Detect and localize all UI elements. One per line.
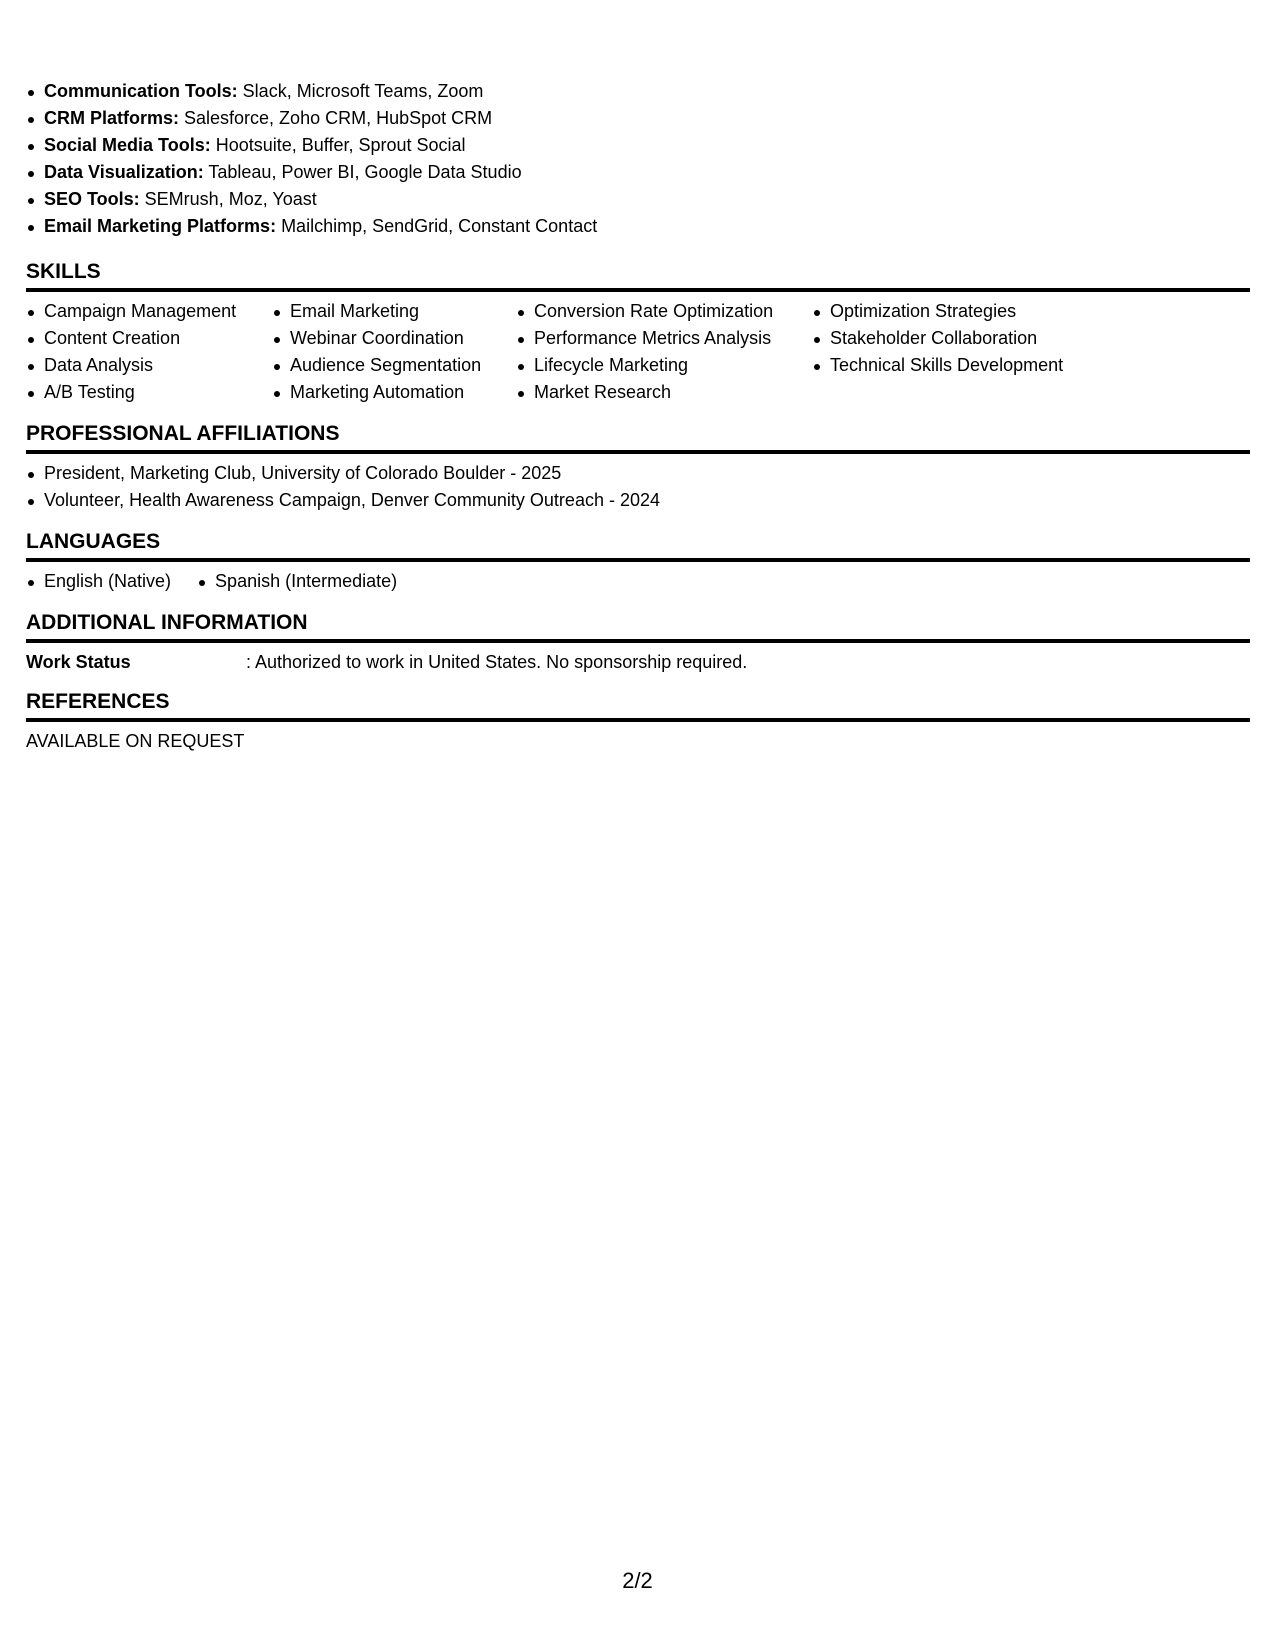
tools-item-label: SEO Tools: [44,189,140,209]
tools-item-label: Social Media Tools: [44,135,211,155]
tools-item-value: Tableau, Power BI, Google Data Studio [203,162,522,182]
tools-item-label: CRM Platforms: [44,108,180,128]
skill-item: Market Research [516,379,812,406]
skills-column [812,298,1112,406]
languages-section [26,522,1250,595]
affiliations-list [26,460,1250,514]
tools-item-value: SEMrush, Moz, Yoast [139,189,317,209]
additional-info-heading: ADDITIONAL INFORMATION [26,603,1250,643]
skills-column [272,298,516,406]
skill-item: Audience Segmentation [272,352,516,379]
tools-item-value: Slack, Microsoft Teams, Zoom [237,81,484,101]
skill-item: Conversion Rate Optimization [516,298,812,325]
work-status-label: Work Status [26,652,131,672]
tools-item-label: Communication Tools: [44,81,238,101]
tools-item [26,159,1250,186]
tools-item-value: Salesforce, Zoho CRM, HubSpot CRM [179,108,493,128]
references-section [26,682,1250,755]
tools-item [26,78,1250,105]
tools-list [26,78,1250,240]
skills-heading: SKILLS [26,252,1250,292]
skill-item: Webinar Coordination [272,325,516,352]
resume-page [26,78,1250,755]
references-text: AVAILABLE ON REQUEST [26,731,245,751]
tools-item-label: Email Marketing Platforms: [44,216,277,236]
work-status-value: : Authorized to work in United States. No sponsorship required. [246,652,748,672]
skill-item: Optimization Strategies [812,298,1112,325]
skill-item: Lifecycle Marketing [516,352,812,379]
skill-item: Stakeholder Collaboration [812,325,1112,352]
tools-item [26,132,1250,159]
skills-column [26,298,272,406]
affiliation-item: Volunteer, Health Awareness Campaign, Denver Community Outreach - 2024 [26,487,1250,514]
skill-item: A/B Testing [26,379,272,406]
tools-item-value: Mailchimp, SendGrid, Constant Contact [276,216,598,236]
languages-heading: LANGUAGES [26,522,1250,562]
work-status-row [26,649,1250,676]
skills-section [26,252,1250,406]
skills-grid [26,298,1250,406]
skill-item: Content Creation [26,325,272,352]
tools-item-value: Hootsuite, Buffer, Sprout Social [210,135,466,155]
skills-column [516,298,812,406]
tools-item-label: Data Visualization: [44,162,204,182]
languages-list [26,568,1250,595]
tools-item [26,186,1250,213]
skill-item: Marketing Automation [272,379,516,406]
skill-item: Technical Skills Development [812,352,1112,379]
skill-item: Campaign Management [26,298,272,325]
tools-item [26,213,1250,240]
affiliations-section [26,414,1250,514]
language-item: English (Native) [26,568,171,595]
additional-info-section [26,603,1250,676]
references-heading: REFERENCES [26,682,1250,722]
skill-item: Performance Metrics Analysis [516,325,812,352]
skill-item: Email Marketing [272,298,516,325]
language-item: Spanish (Intermediate) [197,568,397,595]
page-number: 2/2 [622,1568,653,1593]
skill-item: Data Analysis [26,352,272,379]
affiliation-item: President, Marketing Club, University of Colorado Boulder - 2025 [26,460,1250,487]
tools-item [26,105,1250,132]
affiliations-heading: PROFESSIONAL AFFILIATIONS [26,414,1250,454]
